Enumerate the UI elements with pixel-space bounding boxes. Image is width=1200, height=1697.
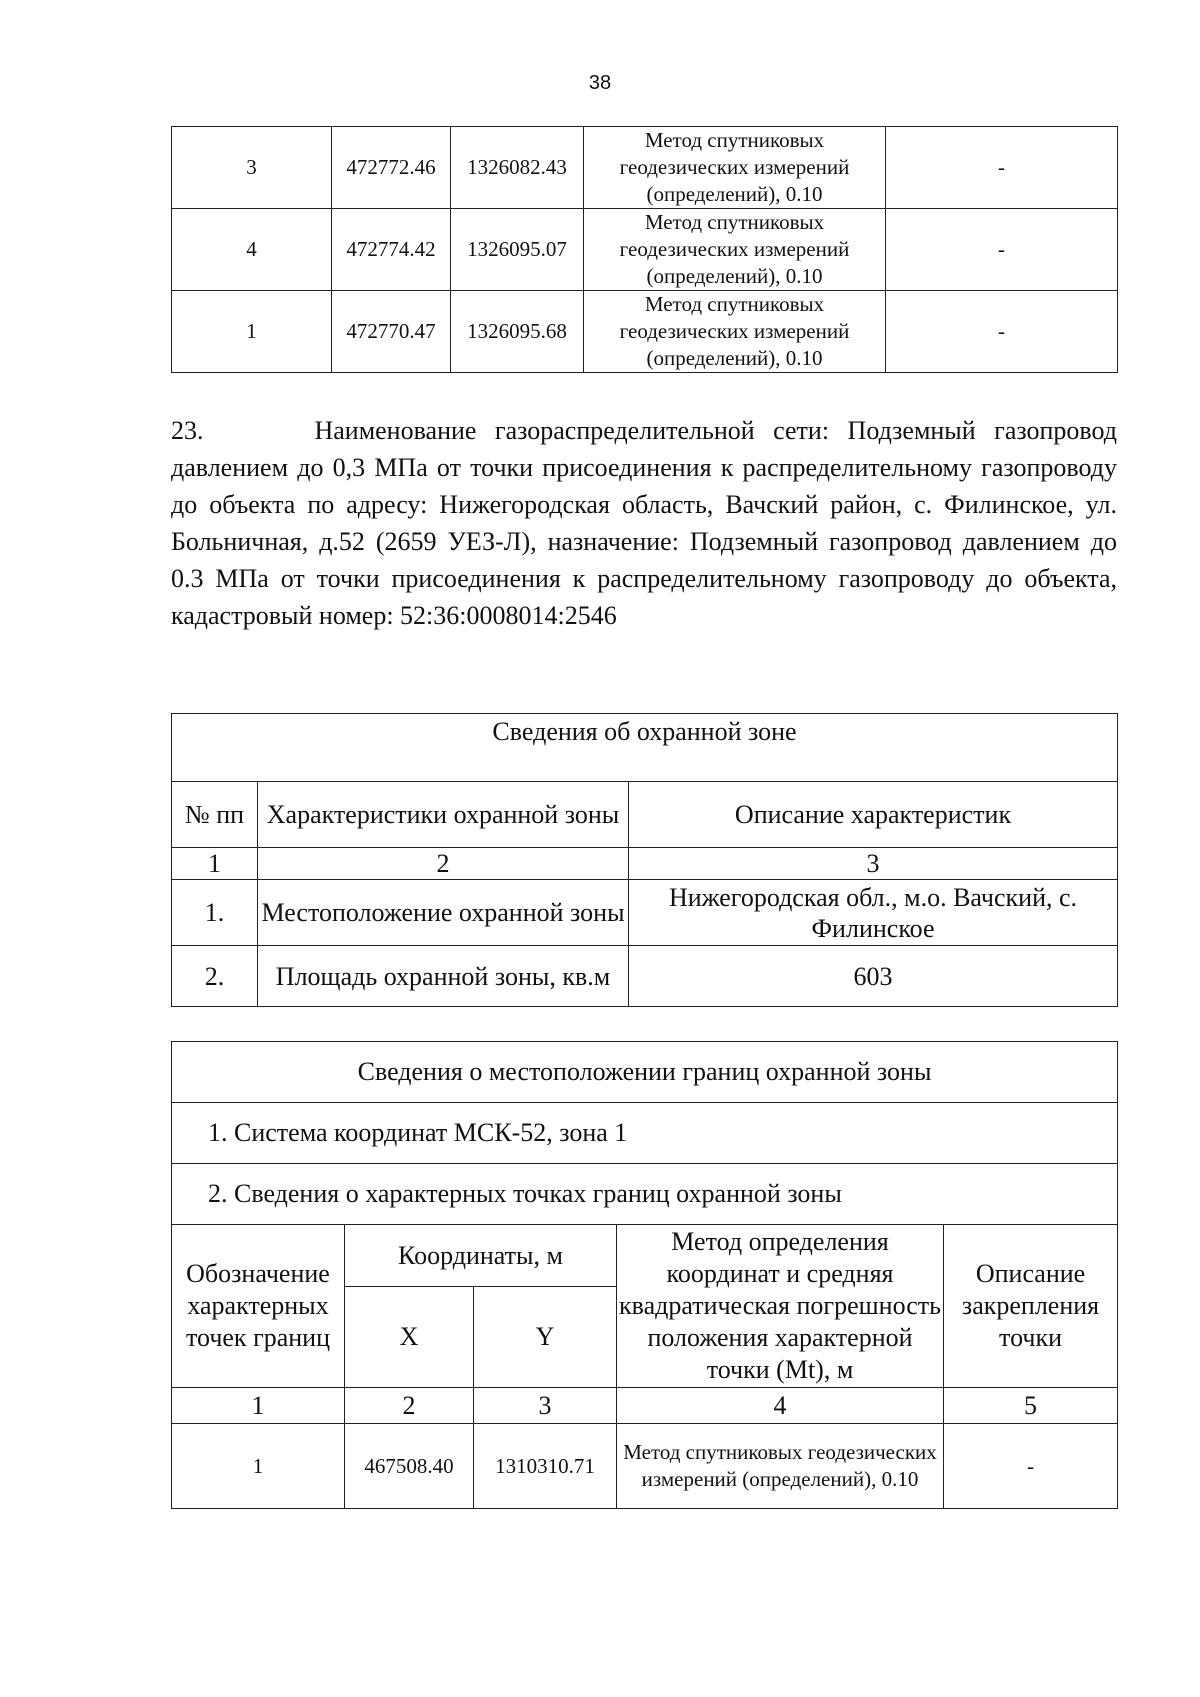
y-cell: 1326095.07 [451,209,584,291]
points-info-row [172,1164,1118,1225]
header-coordinates: Координаты, м [345,1225,617,1287]
x-cell: 467508.40 [345,1424,474,1509]
row-value: Нижегородская обл., м.о. Вачский, с. Филинское [629,880,1118,946]
table-title: Сведения о местоположении границ охранной зоны [172,1042,1118,1103]
header-num: № пп [172,782,258,848]
points-info: 2. Сведения о характерных точках границ охранной зоны [172,1164,1118,1225]
method-cell: Метод спутниковых геодезических измерений (определений), 0.10 [584,209,886,291]
numbering-cell: 4 [617,1388,944,1424]
row-value: 603 [629,946,1118,1007]
method-cell: Метод спутниковых геодезических измерений (определений), 0.10 [584,127,886,209]
x-cell: 472770.47 [332,291,451,373]
y-cell: 1326095.68 [451,291,584,373]
coordinate-system: 1. Система координат МСК-52, зона 1 [172,1103,1118,1164]
x-cell: 472772.46 [332,127,451,209]
header-x: X [345,1287,474,1388]
page-number: 38 [588,72,612,94]
table-row [172,209,1118,291]
header-description: Описание характеристик [629,782,1118,848]
coordinate-system-row [172,1103,1118,1164]
numbering-cell: 5 [944,1388,1118,1424]
table-row [172,127,1118,209]
header-method: Метод определения координат и средняя квадратическая погрешность положения характерной точки (Mt), м [617,1225,944,1388]
fixing-cell: - [886,127,1118,209]
table-row [172,291,1118,373]
table-title: Сведения об охранной зоне [172,714,1118,782]
row-name: Местоположение охранной зоны [258,880,629,946]
point-cell: 3 [172,127,332,209]
zone-boundaries-table [171,1041,1118,1509]
numbering-row [172,1388,1118,1424]
header-fixing: Описание закрепления точки [944,1225,1118,1388]
numbering-cell: 2 [258,848,629,880]
numbering-cell: 1 [172,848,258,880]
network-description-paragraph: 23. Наименование газораспределительной сети: Подземный газопровод давлением до 0,3 МПа от точки присоединения к распределительному газопроводу до объекта по адресу: Нижегородская область, Вачский район, с. Филинское, ул. Больничная, д.52 (2659 УЕЗ-Л), назначение: Подземный газопровод давлением до 0.3 МПа от точки присоединения к распределительному газопроводу до объекта, кадастровый номер: 52:36:0008014:2546 [171,416,1117,630]
protection-zone-table [171,713,1118,1007]
table-title-row [172,1042,1118,1103]
numbering-cell: 3 [474,1388,617,1424]
x-cell: 472774.42 [332,209,451,291]
coordinates-table-continued [171,126,1118,373]
fixing-cell: - [944,1424,1118,1509]
y-cell: 1326082.43 [451,127,584,209]
row-num: 2. [172,946,258,1007]
numbering-cell: 1 [172,1388,345,1424]
header-y: Y [474,1287,617,1388]
row-name: Площадь охранной зоны, кв.м [258,946,629,1007]
numbering-row [172,848,1118,880]
table-row [172,880,1118,946]
numbering-cell: 3 [629,848,1118,880]
table-title-row [172,714,1118,782]
table-row [172,946,1118,1007]
header-designation: Обозначение характерных точек границ [172,1225,345,1388]
point-cell: 4 [172,209,332,291]
point-cell: 1 [172,291,332,373]
method-cell: Метод спутниковых геодезических измерений (определений), 0.10 [584,291,886,373]
table-row [172,1424,1118,1509]
numbering-cell: 2 [345,1388,474,1424]
row-num: 1. [172,880,258,946]
fixing-cell: - [886,291,1118,373]
header-characteristics: Характеристики охранной зоны [258,782,629,848]
y-cell: 1310310.71 [474,1424,617,1509]
method-cell: Метод спутниковых геодезических измерений (определений), 0.10 [617,1424,944,1509]
header-row [172,1225,1118,1287]
fixing-cell: - [886,209,1118,291]
header-row [172,782,1118,848]
point-cell: 1 [172,1424,345,1509]
